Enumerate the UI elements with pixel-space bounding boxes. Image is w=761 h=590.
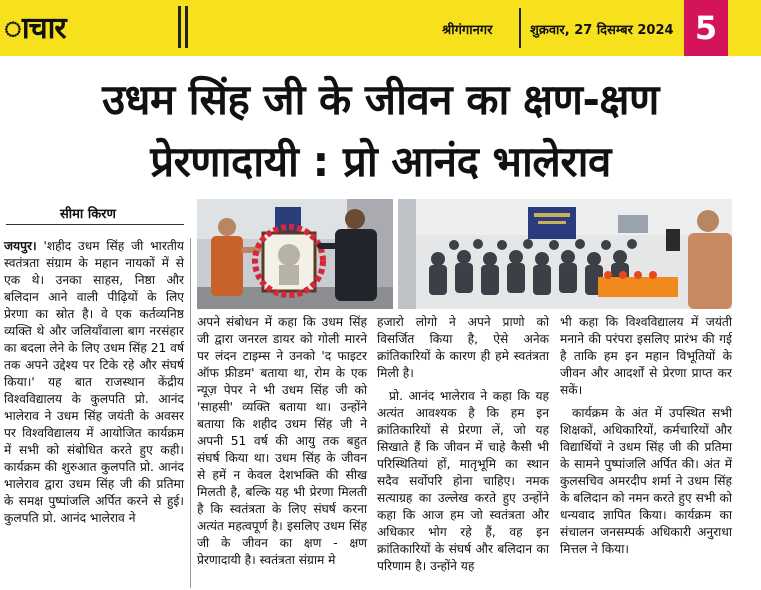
article-column-4 xyxy=(560,314,732,564)
column-2-text: अपने संबोधन में कहा कि उधम सिंह जी द्वारा जनरल डायर को गोली मारने पर लंदन टाइम्स ने उनको 'द फाइटर ऑफ फ्रीडम' बताया था, रोम के एक न्यूज़ पेपर ने भी उधम सिंह जी को 'साहसी' व्यक्ति बताया था। उन्होंने बताया कि शहीद उधम सिंह जी ने अपनी 51 वर्ष की आयु तक बहुत संघर्ष किया था। उधम सिंह के जीवन से हमें न केवल देशभक्ति की सीख मिलती है, बल्कि यह भी प्रेरणा मिलती है कि स्वतंत्रता के लिए संघर्ष करना अत्यंत महत्वपूर्ण है। इसलिए उधम सिंह जी के जीवन का क्षण - क्षण प्रेरणादायी है। स्वतंत्रता संग्राम मे xyxy=(197,315,367,567)
edition-city: श्रीगंगानगर xyxy=(442,23,493,38)
column-4-para-1: भी कहा कि विश्वविद्यालय में जयंती मनाने की परंपरा इसलिए प्रारंभ की गई है ताकि हम इन महान विभूतियों के जीवन और आदर्शों से प्रेरणा प्राप्त कर सकें। xyxy=(560,315,732,397)
article-column-3 xyxy=(377,314,549,581)
column-4-para-2: कार्यक्रम के अंत में उपस्थित सभी शिक्षकों, अधिकारियों, कर्मचारियों और विद्यार्थियों ने उधम सिंह जी की प्रतिमा के सामने पुष्पांजलि अर्पित की। अंत में कुलसचिव अमरदीप शर्मा ने उधम सिंह के बलिदान को नमन करते हुए सभी को धन्यवाद ज्ञापित किया। कार्यक्रम का संचालन जनसम्पर्क अधिकारी अनुराधा मित्तल ने किया। xyxy=(560,406,732,556)
audience-illustration xyxy=(398,199,732,309)
garland-tribute-illustration xyxy=(197,199,393,309)
byline-rule xyxy=(6,224,184,225)
column-rule xyxy=(190,238,191,588)
garland-tribute-photo xyxy=(197,199,393,309)
column-3-para-1: हजारो लोगो ने अपने प्राणो को विसर्जित किया है, ऐसे अनेक क्रांतिकारियों के कारण ही हमे स्वतंत्रता मिली है। xyxy=(377,315,549,380)
header-divider-bars xyxy=(178,6,198,48)
column-3-para-2: प्रो. आनंद भालेराव ने कहा कि यह अत्यंत आवश्यक है कि हम इन क्रांतिकारियों से प्रेरणा लें, जो यह सिखाते हैं कि जीवन में चाहे कैसी भी परिस्थितियां हों, मातृभूमि का स्थान सदैव सर्वोपरि होना चाहिए। नमक सत्याग्रह का उल्लेख करते हुए उन्होंने कहा कि आज हम जो स्वतंत्रता और अधिकार भोग रहे हैं, वह इन क्रांतिकारियों के संघर्ष और बलिदान का परिणाम है। उन्होंने यह xyxy=(377,389,549,573)
headline-line-1: उधम सिंह जी के जीवन का क्षण-क्षण xyxy=(102,75,659,124)
byline: सीमा किरण xyxy=(60,207,116,222)
section-name: ाचार xyxy=(4,11,66,46)
headline-line-2: प्रेरणादायी : प्रो आनंद भालेराव xyxy=(150,137,611,186)
article-column-2 xyxy=(197,314,367,575)
column-1-text: 'शहीद उधम सिंह जी भारतीय स्वतंत्रता संग्राम के महान नायकों में से एक थे। उनका साहस, निष्ठा और बलिदान आने वाली पीढ़ियों के लिए प्रेरणा का स्रोत है। वे एक कर्तव्यनिष्ठ व्यक्ति थे और जलियाँवाला बाग नरसंहार का बदला लेने के लिए उधम सिंह 21 वर्ष तक अपने उद्देश्य पर टिके रहे और संघर्ष किया।' यह बात राजस्थान केंद्रीय विश्वविद्यालय के कुलपति प्रो. आनंद भालेराव ने उधम सिंह जयंती के अवसर पर विश्वविद्यालय में आयोजित कार्यक्रम में सभी को संबोधित करते हुए कही। कार्यक्रम की शुरुआत कुलपति प्रो. आनंद भालेराव द्वारा उधम सिंह जी की प्रतिमा के समक्ष पुष्पांजलि अर्पित करने से हुई। कुलपति प्रो. आनंद भालेराव ने xyxy=(4,239,184,525)
page-header-band xyxy=(0,0,761,56)
page-number: 5 xyxy=(684,0,728,56)
article-column-1 xyxy=(4,238,184,533)
header-separator xyxy=(519,8,521,48)
issue-date: शुक्रवार, 27 दिसम्बर 2024 xyxy=(530,23,674,38)
audience-photo xyxy=(398,199,732,309)
dateline: जयपुर। xyxy=(4,239,37,253)
